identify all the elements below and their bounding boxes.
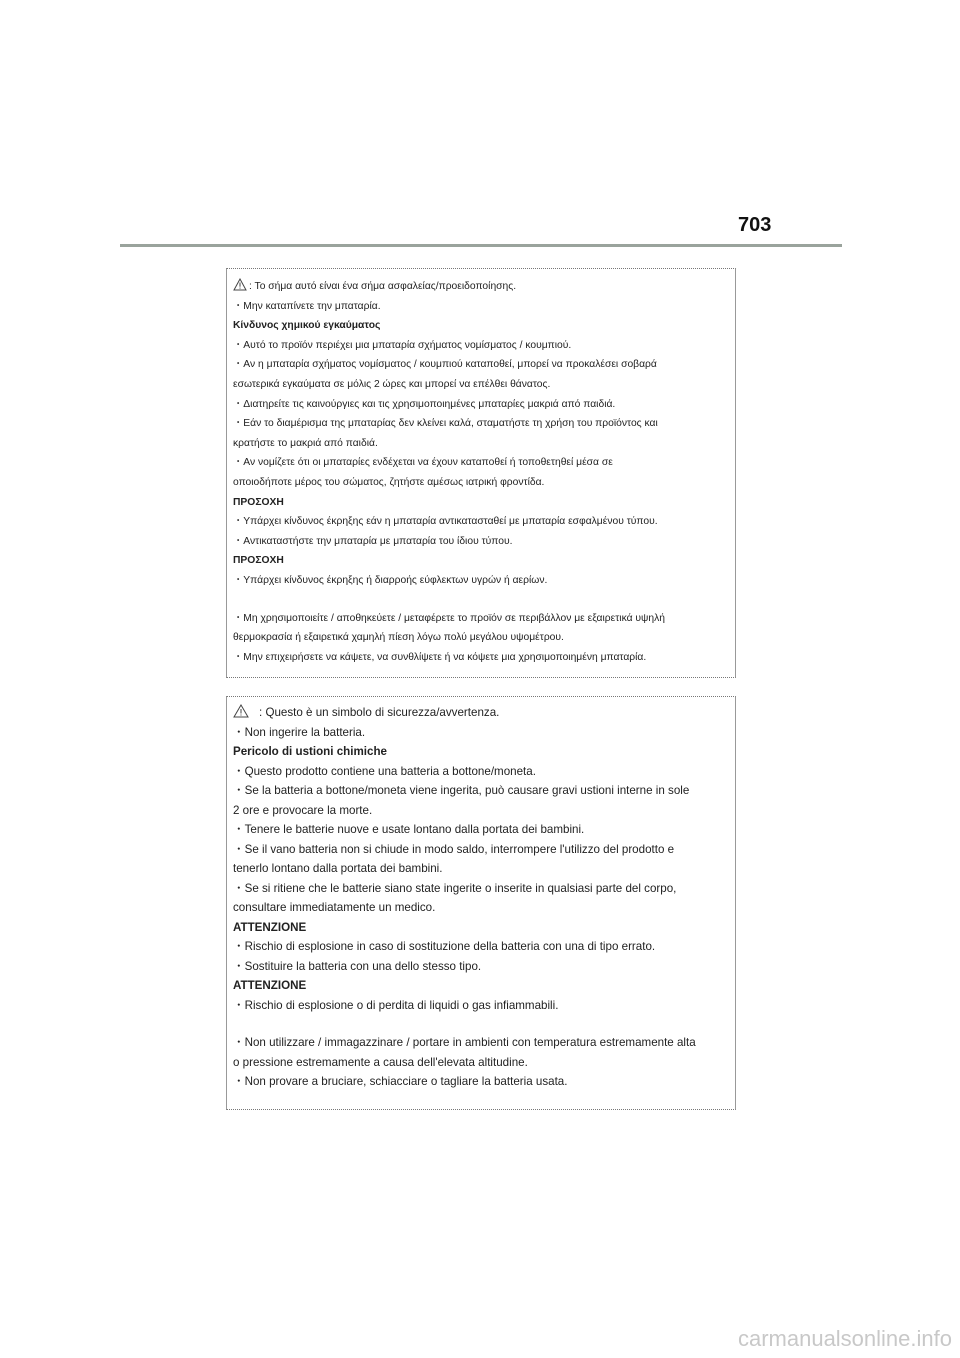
italian-heading: Pericolo di ustioni chimiche [233,745,387,758]
warning-triangle-icon [233,278,247,291]
greek-line: εσωτερικά εγκαύματα σε μόλις 2 ώρες και μπορεί να επέλθει θάνατος. [233,378,551,390]
greek-line: ・Αυτό το προϊόν περιέχει μια μπαταρία σχήματος νομίσματος / κουμπιού. [233,339,572,351]
warning-triangle-icon [233,704,249,718]
greek-line: ・Μη χρησιμοποιείτε / αποθηκεύετε / μεταφέρετε το προϊόν σε περιβάλλον με εξαιρετικά υψηλή [233,612,666,624]
greek-line: ・Μην καταπίνετε την μπαταρία. [233,300,381,312]
italian-heading: ATTENZIONE [233,920,307,934]
greek-line: ・Υπάρχει κίνδυνος έκρηξης εάν η μπαταρία αντικατασταθεί με μπαταρία εσφαλμένου τύπου. [233,516,658,528]
italian-spacer [233,1015,735,1033]
italian-line: ・Rischio di esplosione o di perdita di liquidi o gas infiammabili. [233,998,559,1012]
greek-line: ・Εάν το διαμέρισμα της μπαταρίας δεν κλείνει καλά, σταματήστε τη χρήση του προϊόντος και [233,418,658,430]
italian-symbol-line [233,703,735,723]
italian-line: tenerlo lontano dalla portata dei bambini. [233,862,443,875]
greek-line: ・Αν νομίζετε ότι οι μπαταρίες ενδέχεται να έχουν καταποθεί ή τοποθετηθεί μέσα σε [233,457,613,469]
greek-symbol-note: : Το σήμα αυτό είναι ένα σήμα ασφαλείας/προειδοποίησης. [249,281,517,292]
italian-line: ・Non provare a bruciare, schiacciare o tagliare la batteria usata. [233,1075,568,1088]
italian-line: ・Rischio di esplosione in caso di sostituzione della batteria con una di tipo errato. [233,940,656,953]
italian-line: ・Se la batteria a bottone/moneta viene ingerita, può causare gravi ustioni interne in sole [233,784,690,797]
greek-heading: Κίνδυνος χημικού εγκαύματος [233,320,381,332]
italian-line: consultare immediatamente un medico. [233,901,436,914]
italian-line: ・Questo prodotto contiene una batteria a bottone/moneta. [233,764,536,778]
greek-spacer [233,591,735,609]
header-rule [120,244,842,247]
greek-symbol-line [233,277,735,297]
italian-heading: ATTENZIONE [233,979,307,992]
greek-line: θερμοκρασία ή εξαιρετικά χαμηλή πίεση λόγω πολύ μεγάλου υψομέτρου. [233,632,564,644]
italian-warning-box [226,696,736,1110]
greek-warning-box [226,268,736,678]
greek-heading: ΠΡΟΣΟΧΗ [233,555,284,567]
italian-symbol-note: : Questo è un simbolo di sicurezza/avvertenza. [259,706,500,719]
italian-line: ・Non ingerire la batteria. [233,725,366,739]
italian-line: ・Sostituire la batteria con una dello stesso tipo. [233,959,482,973]
italian-line: 2 ore e provocare la morte. [233,803,373,817]
greek-heading: ΠΡΟΣΟΧΗ [233,496,284,508]
greek-line: ・Διατηρείτε τις καινούργιες και τις χρησιμοποιημένες μπαταρίες μακριά από παιδιά. [233,398,616,410]
watermark: carmanualsonline.info [737,1326,952,1351]
italian-line: ・Tenere le batterie nuove e usate lontano dalla portata dei bambini. [233,823,585,836]
page-number: 703 [738,214,772,236]
greek-line: οποιοδήποτε μέρος του σώματος, ζητήστε αμέσως ιατρική φροντίδα. [233,476,545,488]
greek-line: ・Υπάρχει κίνδυνος έκρηξης ή διαρροής εύφλεκτων υγρών ή αερίων. [233,574,548,586]
italian-line: ・Se il vano batteria non si chiude in modo saldo, interrompere l'utilizzo del prodotto e [233,842,675,856]
greek-line: κρατήστε το μακριά από παιδιά. [233,437,378,449]
italian-line: ・Non utilizzare / immagazzinare / portare in ambienti con temperatura estremamente alta [233,1036,696,1049]
greek-line: ・Αν η μπαταρία σχήματος νομίσματος / κουμπιού καταποθεί, μπορεί να προκαλέσει σοβαρά [233,359,657,371]
italian-line: o pressione estremamente a causa dell'elevata altitudine. [233,1055,528,1069]
greek-line: ・Μην επιχειρήσετε να κάψετε, να συνθλίψετε ή να κόψετε μια χρησιμοποιημένη μπαταρία. [233,651,647,663]
greek-line: ・Αντικαταστήστε την μπαταρία με μπαταρία του ίδιου τύπου. [233,535,513,547]
italian-line: ・Se si ritiene che le batterie siano state ingerite o inserite in qualsiasi parte del corpo, [233,881,677,895]
